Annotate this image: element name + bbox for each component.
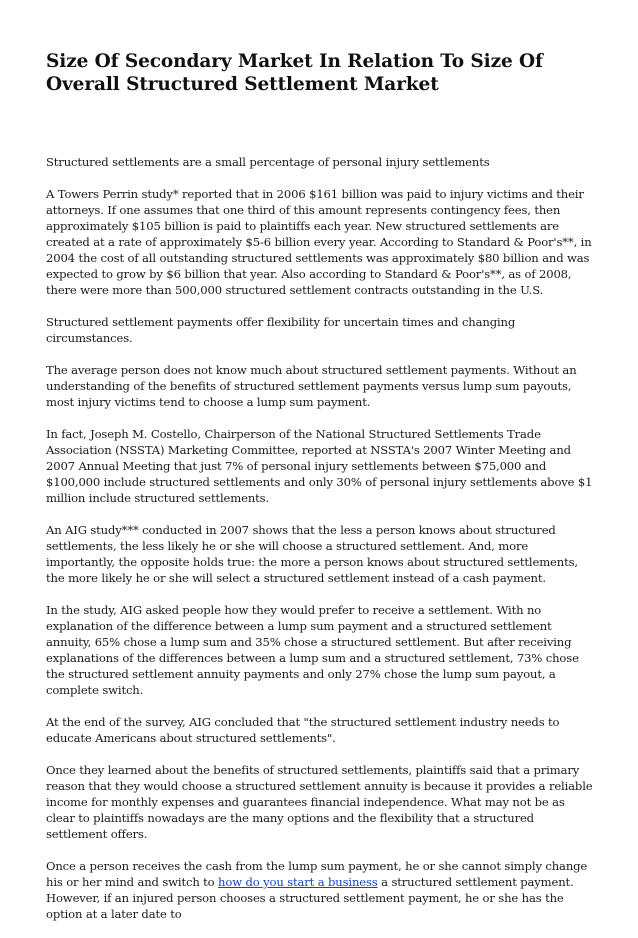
- document-body: [46, 154, 594, 938]
- paragraph: Structured settlement payments offer flexibility for uncertain times and changing circumstances.: [46, 315, 516, 345]
- paragraph-text: Once a person receives the cash from the lump sum payment, he or she cannot simply change his or her mind and switch to: [46, 859, 588, 889]
- paragraph: A Towers Perrin study* reported that in 2006 $161 billion was paid to injury victims and their attorneys. If one assumes that one third of this amount represents contingency fees, then approximately $105 billion is paid to plaintiffs each year. New structured settlements are created at a rate of approximately $5-6 billion every year. According to Standard & Poor's**, in 2004 the cost of all outstanding structured settlements was approximately $80 billion and was expected to grow by $6 billion that year. Also according to Standard & Poor's**, as of 2008, there were more than 500,000 structured settlement contracts outstanding in the U.S.: [46, 187, 592, 297]
- start-business-link[interactable]: how do you start a business: [218, 875, 378, 889]
- paragraph: The average person does not know much about structured settlement payments. Without an understanding of the benefits of structured settlement payments versus lump sum payouts, most injury victims tend to choose a lump sum payment.: [46, 363, 577, 409]
- paragraph: In the study, AIG asked people how they would prefer to receive a settlement. With no explanation of the difference between a lump sum payment and a structured settlement annuity, 65% chose a lump sum and 35% chose a structured settlement. But after receiving explanations of the differences between a lump sum and a structured settlement, 73% chose the structured settlement annuity payments and only 27% chose the lump sum payout, a complete switch.: [46, 603, 579, 697]
- paragraph: An AIG study*** conducted in 2007 shows that the less a person knows about structured settlements, the less likely he or she will choose a structured settlement. And, more importantly, the opposite holds true: the more a person knows about structured settlements, the more likely he or she will select a structured settlement instead of a cash payment.: [46, 523, 578, 585]
- paragraph: In fact, Joseph M. Costello, Chairperson of the National Structured Settlements Trade Association (NSSTA) Marketing Committee, reported at NSSTA's 2007 Winter Meeting and 2007 Annual Meeting that just 7% of personal injury settlements between $75,000 and $100,000 include structured settlements and only 30% of personal injury settlements above $1 million include structured settlements.: [46, 427, 593, 505]
- paragraph-text: a structured settlement payment. However, if an injured person chooses a structured settlement payment, he or she has the option at a later date to: [46, 875, 574, 921]
- page-title: Size Of Secondary Market In Relation To Size Of Overall Structured Settlement Market: [46, 51, 543, 95]
- paragraph-with-link: [46, 858, 594, 922]
- paragraph: Structured settlements are a small percentage of personal injury settlements: [46, 155, 490, 169]
- paragraph: At the end of the survey, AIG concluded that "the structured settlement industry needs to educate Americans about structured settlements".: [46, 715, 560, 745]
- paragraph: Once they learned about the benefits of structured settlements, plaintiffs said that a primary reason that they would choose a structured settlement annuity is because it provides a reliable income for monthly expenses and guarantees financial independence. What may not be as clear to plaintiffs nowadays are the many options and the flexibility that a structured settlement offers.: [46, 763, 593, 841]
